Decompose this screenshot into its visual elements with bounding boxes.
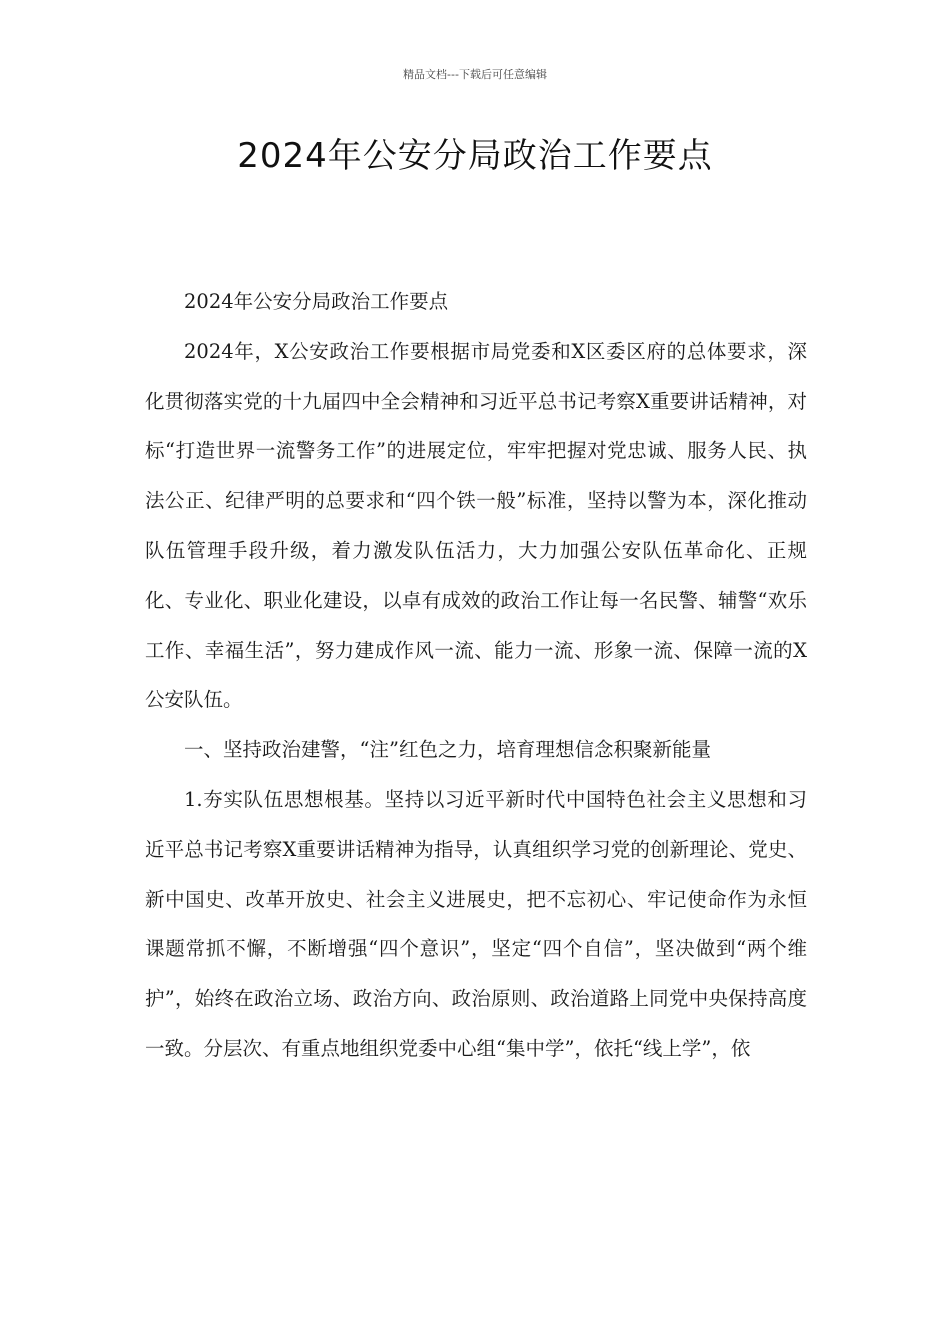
body-paragraph-subtitle: 2024年公安分局政治工作要点 (184, 290, 449, 313)
body-paragraph-intro: 2024年，X公安政治工作要根据市局党委和X区委区府的总体要求，深化贯彻落实党的十九届四中全会精神和习近平总书记考察X重要讲话精神，对标“打造世界一流警务工作”的进展定位，牢牢把握对党忠诚、服务人民、执法公正、纪律严明的总要求和“四个铁一般”标准，坚持以警为本，深化推动队伍管理手段升级，着力激发队伍活力，大力加强公安队伍革命化、正规化、专业化、职业化建设，以卓有成效的政治工作让每一名民警、辅警“欢乐工作、幸福生活”，努力建成作风一流、能力一流、形象一流、保障一流的X公安队伍。 (145, 339, 807, 712)
body-paragraph-item-1: 1.夯实队伍思想根基。坚持以习近平新时代中国特色社会主义思想和习近平总书记考察X重要讲话精神为指导，认真组织学习党的创新理论、党史、新中国史、改革开放史、社会主义进展史，把不忘初心、牢记使命作为永恒课题常抓不懈，不断增强“四个意识”，坚定“四个自信”，坚决做到“两个维护”，始终在政治立场、政治方向、政治原则、政治道路上同党中央保持高度一致。分层次、有重点地组织党委中心组“集中学”，依托“线上学”，依 (145, 787, 807, 1060)
document-body (145, 277, 807, 1074)
document-title: 2024年公安分局政治工作要点 (237, 136, 713, 176)
body-paragraph-section-heading: 一、坚持政治建警，“注”红色之力，培育理想信念积聚新能量 (184, 738, 711, 762)
header-note: 精品文档---下载后可任意编辑 (403, 68, 547, 81)
